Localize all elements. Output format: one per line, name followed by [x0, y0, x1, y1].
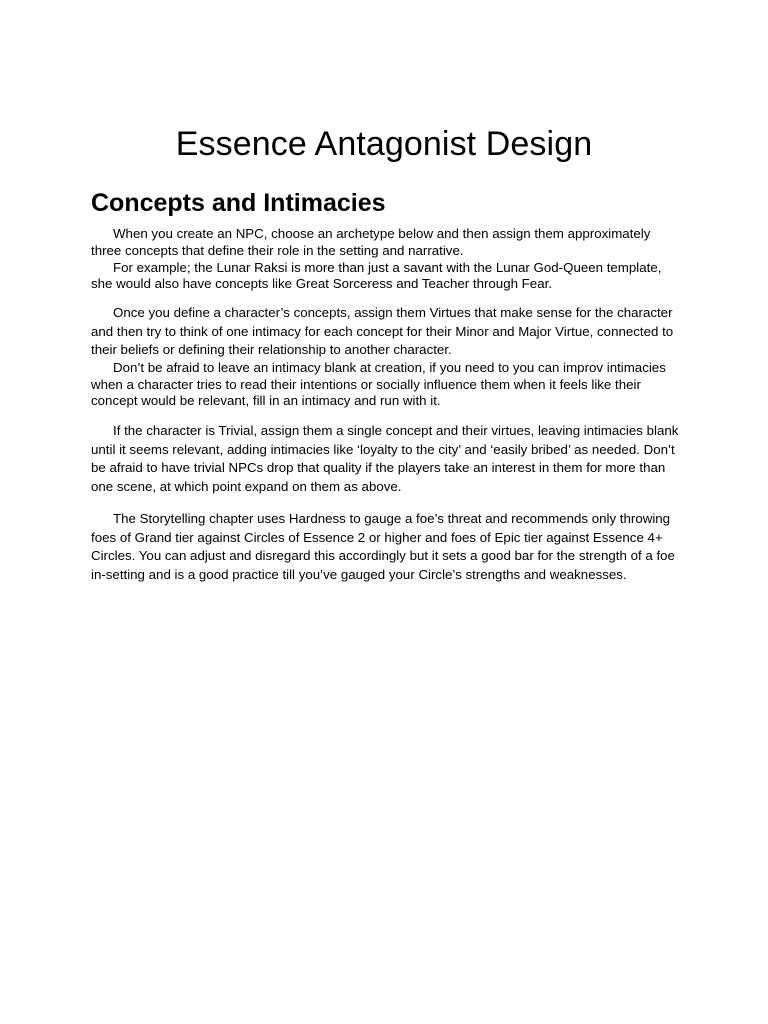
- paragraph-block: [91, 510, 679, 584]
- paragraph: When you create an NPC, choose an archetype below and then assign them approximately three concepts that define their role in the setting and narrative.: [91, 226, 651, 258]
- paragraph: Don’t be afraid to leave an intimacy blank at creation, if you need to you can improv intimacies when a character tries to read their intentions or socially influence them when it feels like their concept would be relevant, fill in an intimacy and run with it.: [91, 359, 666, 409]
- document-title: Essence Antagonist Design: [175, 125, 593, 163]
- section-heading: Concepts and Intimacies: [91, 189, 386, 217]
- paragraph-block: [91, 226, 679, 293]
- paragraph: The Storytelling chapter uses Hardness to gauge a foe’s threat and recommends only throwing foes of Grand tier against Circles of Essence 2 or higher and foes of Epic tier against Essence 4+ Circles. You can adjust and disregard this accordingly but it sets a good bar for the strength of a foe in-setting and is a good practice till you’ve gauged your Circle’s strengths and weaknesses.: [91, 511, 675, 582]
- paragraph: Once you define a character’s concepts, assign them Virtues that make sense for the character and then try to think of one intimacy for each concept for their Minor and Major Virtue, connected to their beliefs or defining their relationship to another character.: [91, 305, 674, 358]
- paragraph: For example; the Lunar Raksi is more than just a savant with the Lunar God-Queen template, she would also have concepts like Great Sorceress and Teacher through Fear.: [91, 259, 662, 292]
- paragraph: If the character is Trivial, assign them a single concept and their virtues, leaving intimacies blank until it seems relevant, adding intimacies like ‘loyalty to the city’ and ‘easily bribed’ as needed. Don’t be afraid to have trivial NPCs drop that quality if the players take an interest in them for more than one scene, at which point expand on them as above.: [91, 423, 679, 494]
- paragraph-block: [91, 304, 679, 410]
- paragraph-block: [91, 422, 679, 496]
